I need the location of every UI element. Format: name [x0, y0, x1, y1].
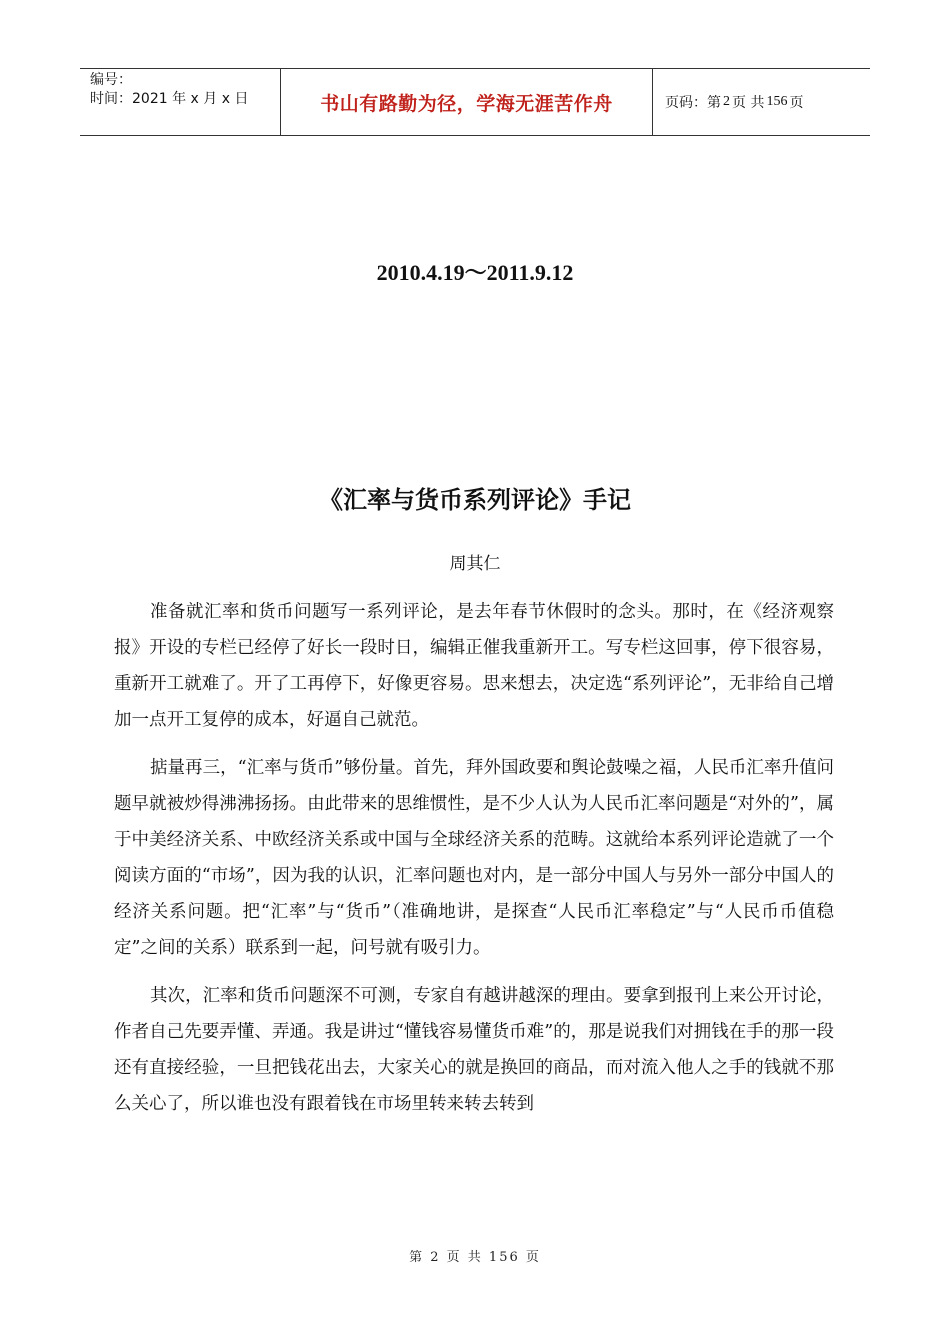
motto-text: 书山有路勤为径，学海无涯苦作舟: [320, 92, 613, 115]
header-meta-cell: [80, 69, 281, 135]
page-label-prefix: 页码：第: [665, 95, 721, 111]
page-current: 2: [723, 94, 730, 109]
header-page-cell: [653, 69, 870, 135]
page-total: 156: [766, 94, 788, 109]
number-label: 编号：: [90, 72, 132, 88]
page-label-suffix: 页: [789, 95, 804, 111]
header-motto-cell: [281, 69, 653, 135]
header-table: [80, 68, 870, 136]
page-footer: 第 2 页 共 156 页: [409, 1250, 541, 1265]
date-range: 2010.4.19～2011.9.12: [376, 260, 574, 285]
author-name: 周其仁: [449, 554, 501, 574]
time-label: 时间：2021 年 x 月 x 日: [90, 91, 249, 107]
body-text: [114, 594, 834, 1134]
paragraph-1: 准备就汇率和货币问题写一系列评论，是去年春节休假时的念头。那时，在《经济观察报》开设的专栏已经停了好长一段时日，编辑正催我重新开工。写专栏这回事，停下很容易，重新开工就难了。开了工再停下，好像更容易。思来想去，决定选“系列评论”，无非给自己增加一点开工复停的成本，好逼自己就范。: [114, 602, 834, 730]
document-title: 《汇率与货币系列评论》手记: [319, 486, 631, 514]
page-label-mid: 页 共: [732, 95, 765, 111]
paragraph-3: 其次，汇率和货币问题深不可测，专家自有越讲越深的理由。要拿到报刊上来公开讨论，作者自己先要弄懂、弄通。我是讲过“懂钱容易懂货币难”的，那是说我们对拥钱在手的那一段还有直接经验，一旦把钱花出去，大家关心的就是换回的商品，而对流入他人之手的钱就不那么关心了，所以谁也没有跟着钱在市场里转来转去转到: [114, 986, 834, 1114]
paragraph-2: 掂量再三，“汇率与货币”够份量。首先，拜外国政要和舆论鼓噪之福，人民币汇率升值问题早就被炒得沸沸扬扬。由此带来的思维惯性，是不少人认为人民币汇率问题是“对外的”，属于中美经济关系、中欧经济关系或中国与全球经济关系的范畴。这就给本系列评论造就了一个阅读方面的“市场”，因为我的认识，汇率问题也对内，是一部分中国人与另外一部分中国人的经济关系问题。把“汇率”与“货币”（准确地讲，是探查“人民币汇率稳定”与“人民币币值稳定”之间的关系）联系到一起，问号就有吸引力。: [114, 758, 834, 958]
